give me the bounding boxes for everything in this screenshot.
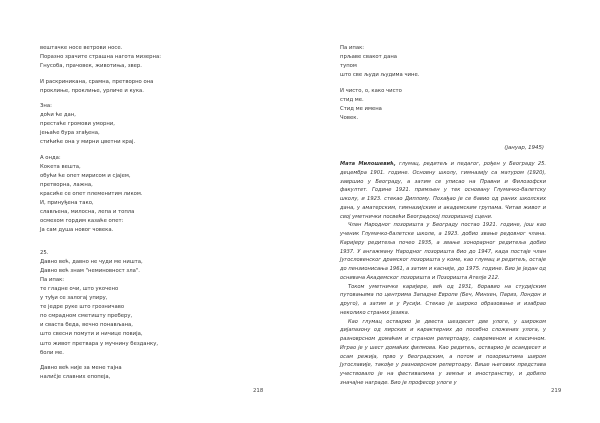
poem-line: што свесни помути и ничице повија,: [40, 331, 143, 338]
poem-line: А онда:: [40, 154, 61, 161]
poem-line: Поразно зрачите страшна нагота мизерна:: [40, 54, 162, 61]
poem-line: прљаве свакот дана: [340, 54, 398, 61]
poem-line: Давно већ знам "неминовност зла".: [40, 268, 140, 275]
poem-line: боли ме.: [40, 349, 64, 356]
poem-line: И чисто, о, како чисто: [340, 87, 402, 94]
poem-line: слављена, милосна, лепа и топла: [40, 208, 135, 215]
poem-line: налиčје славних епопеја,: [40, 374, 111, 381]
author-biography: [340, 160, 546, 388]
poem-line: те гладне очи, што укочено: [40, 286, 119, 293]
poem-number: 25.: [40, 250, 49, 257]
poem-line: красиће се опет племенитим ликом.: [40, 190, 143, 197]
poem-stanza: [340, 87, 419, 123]
poem-line: Стид ме имена: [340, 105, 382, 112]
poem-line: што живот претвара у мучнину безданку,: [40, 340, 159, 347]
left-page-poem: [40, 44, 161, 382]
poem-line: Кокета вешта,: [40, 163, 81, 170]
poem-line: Човек.: [340, 114, 359, 121]
poem-line: доћи ће дан,: [40, 112, 76, 119]
poem-line: те једре руке што грозничаво: [40, 304, 125, 311]
poem-line: и сваста беда, вечно понављана,: [40, 322, 133, 329]
bio-paragraph: [340, 160, 546, 221]
poem-line: Па ипак:: [40, 277, 65, 284]
poem-stanza: [40, 44, 161, 71]
bio-paragraph: Члан Народног позоришта у Београду постао 1921. године, још као ученик Глумачко-балетске школе, а 1923. добио звање редовног члана. Каријеру редитеља почео 1935, а звање хонорарног редитеља добио 1937. У ангажману Народног позоришта био до 1947, када постаје члан Југословенског драмског позоришта у коме, као глумац и редитељ, остаје до пензионисања 1961, а затим и касније, до 1975. године. Био је један од оснивача Академског позоришта и Позоришта Ателје 212.: [340, 222, 546, 281]
poem-line: Зна:: [40, 103, 52, 110]
right-page-poem: [340, 44, 419, 123]
right-page: [300, 0, 600, 423]
poem-line: тупом: [340, 63, 357, 70]
poem-line: вештачке носе ветрови носе.: [40, 45, 123, 51]
poem-line: И, принуђена тако,: [40, 199, 94, 206]
bio-author-name: Мата Милошевић,: [340, 161, 396, 167]
poem-line: стићиће она у мирни цветни крај.: [40, 139, 136, 146]
page-number-right: 219: [551, 388, 562, 394]
bio-paragraph: Током уметничке каријере, већ од 1931, боравио на студијским путовањима по центрима Западне Европе (Беч, Минхен, Париз, Лондон и друго), а затим и у Русији. Стекао је широко образовање и изабрао неколико страних језика.: [340, 283, 546, 316]
bio-paragraph: Као глумац остварио је двеста шездесет две улоге, у широком дијапазону од лирских и карактерних до посебно сложених улога, у разноврсном домаћем и страном репертоару, савременом и класичном. Играо је у шест домаћих филмова. Као редитељ, остварио је осамдесет и осам режија, прво у београдским, а потом и позориштима широм Југославије, такође у разноврсном репертоару. Више његових представа учествовало је на фестивалима у земљи и иностранству, и добило значајне награде. Био је професор улоге у: [340, 318, 546, 386]
page-number-left: 218: [253, 388, 264, 394]
poem-line: Па ипак:: [340, 45, 365, 51]
poem-dateline: (јануар, 1945): [504, 145, 544, 151]
poem-stanza: [40, 78, 161, 96]
poem-stanza: [340, 44, 419, 80]
poem-line: И раскриникана, срамна, претворно она: [40, 78, 154, 85]
bio-paragraph-text: глумац, редитељ и педагог, рођен у Београду 25. децембра 1901. године. Основну школу, гимназију са матуром (1920), завршио у Београду, а затим се уписао на Правни и Филозофски факултет. Године 1921. примљен у тек основану Глумачко-балетску школу, и 1923. стекао Диплому. Похађао је се бавио од раних школских дана, у аматерским, гимназијским и академским групама. Читав живот и свој уметнички посвећи Београдској позоришној сцени.: [340, 161, 546, 220]
poem-line: јењаће бура згађена,: [40, 130, 100, 137]
poem-line: Гнусоба, прачовек, животиња, звер.: [40, 63, 142, 70]
poem-line: стид ме.: [340, 96, 364, 103]
poem-line: претворна, лажна,: [40, 181, 93, 188]
poem-line: осмехом гордим казаће опет:: [40, 217, 124, 224]
poem-line: Давно већ, давно не чуди ме ништа,: [40, 259, 143, 266]
poem-line: Давно већ није за мене тајна: [40, 365, 122, 372]
poem-line: престаће громови уморни,: [40, 121, 115, 128]
poem-line: проклиње, проклиње, урличе и кука.: [40, 87, 144, 94]
poem-stanza: [40, 154, 161, 235]
poem-stanza: [40, 249, 161, 358]
poem-line: обући ће опет мирисом и сјајем,: [40, 172, 131, 179]
poem-stanza: [40, 364, 161, 382]
poem-line: Ја сам душа новог човека.: [40, 227, 114, 234]
poem-line: по смрадном сметишту преберу,: [40, 313, 133, 320]
poem-line: што све људи људима чине.: [340, 72, 420, 79]
poem-stanza: [40, 102, 161, 147]
poem-line: у туђи се залогај упиру,: [40, 295, 108, 302]
